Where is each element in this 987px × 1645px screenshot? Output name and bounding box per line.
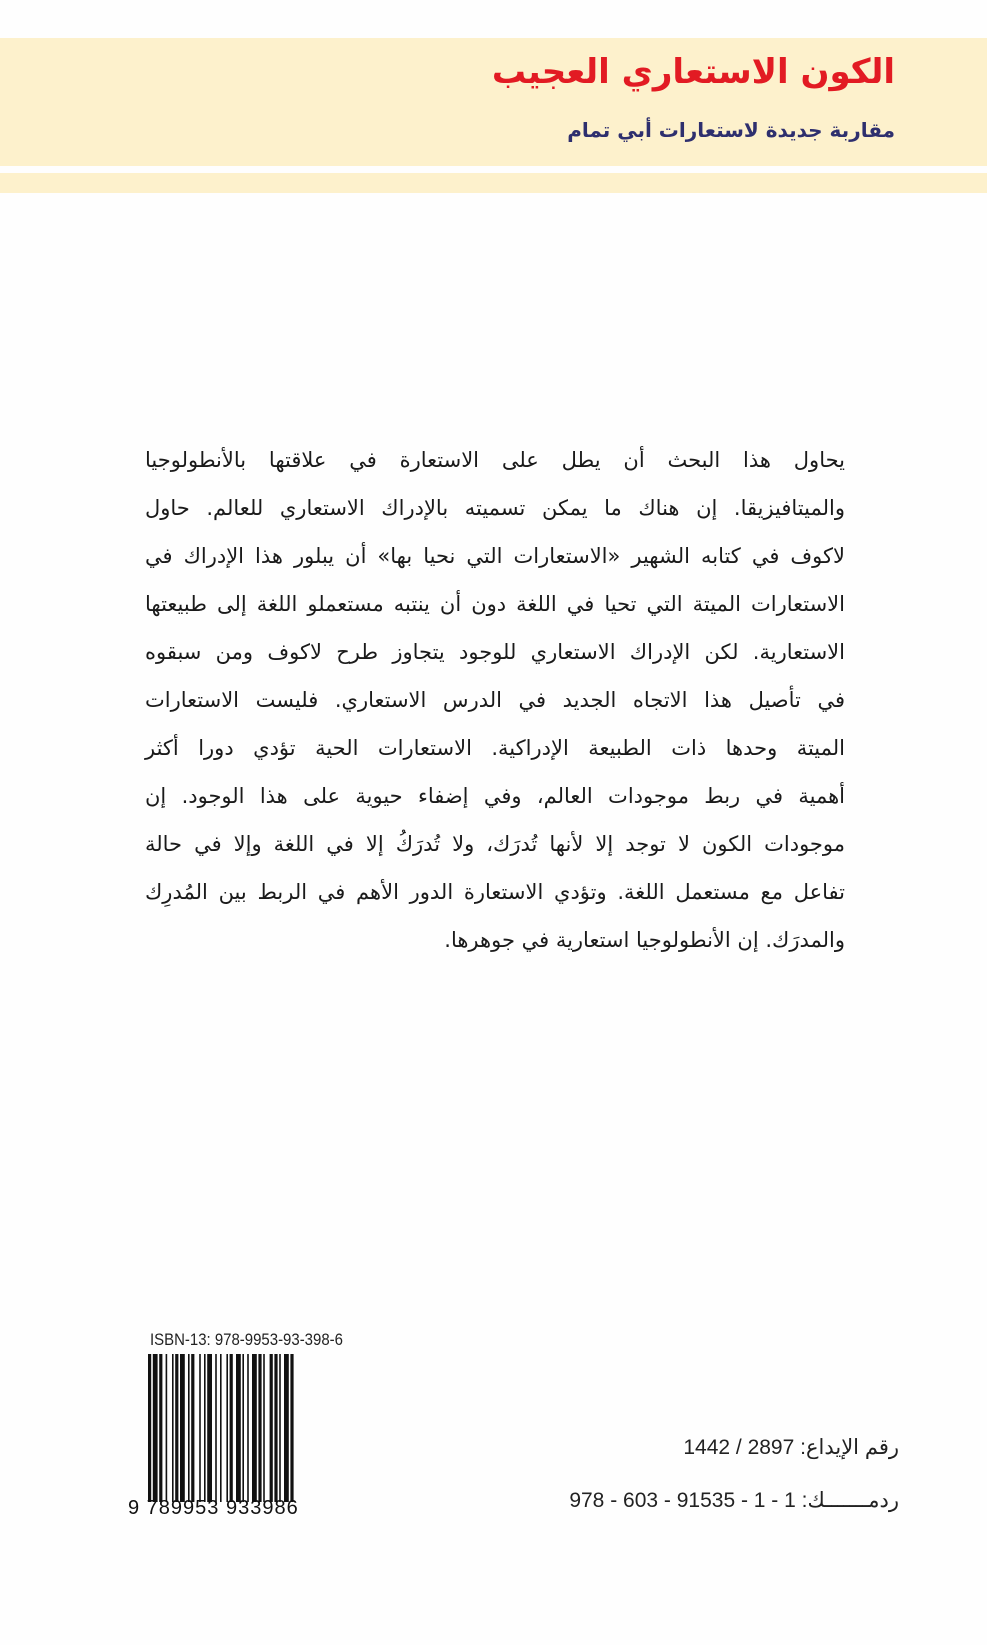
barcode-bar <box>274 1354 277 1502</box>
barcode-bar <box>191 1354 194 1502</box>
blurb-line: والمدرَك. إن الأنطولوجيا استعارية في جوهرها. <box>444 928 845 952</box>
blurb-line: الميتة وحدها ذات الطبيعة الإدراكية. الاستعارات الحية تؤدي دورا أكثر <box>145 736 845 760</box>
barcode-digits: 9 789953 933986 <box>128 1497 299 1519</box>
blurb-line: لاكوف في كتابه الشهير «الاستعارات التي نحيا بها» أن يبلور هذا الإدراك في <box>145 544 845 568</box>
blurb-line: الاستعارات الميتة التي تحيا في اللغة دون أن ينتبه مستعملو اللغة إلى طبيعتها <box>145 592 845 616</box>
barcode-bar <box>279 1354 281 1502</box>
barcode-bar <box>159 1354 162 1502</box>
book-subtitle: مقاربة جديدة لاستعارات أبي تمام <box>567 118 895 142</box>
barcode-bar <box>172 1354 174 1502</box>
barcode-bar <box>148 1354 151 1502</box>
barcode-bar <box>242 1354 244 1502</box>
deposit-label: رقم الإيداع: <box>800 1436 899 1459</box>
blurb-line: موجودات الكون لا توجد إلا لأنها تُدرَك، ولا تُدرَكُ إلا في اللغة وإلا في حالة <box>145 832 845 856</box>
barcode-bar <box>180 1354 185 1502</box>
barcode-bar <box>247 1354 249 1502</box>
barcode-bar <box>188 1354 190 1502</box>
barcode-bar <box>215 1354 217 1502</box>
barcode-bar <box>226 1354 228 1502</box>
isbn-arabic <box>569 1488 899 1513</box>
blurb-line: يحاول هذا البحث أن يطل على الاستعارة في علاقتها بالأنطولوجيا <box>145 448 845 472</box>
barcode-image <box>148 1354 386 1502</box>
isbn-ar-value: 978 - 603 - 91535 - 1 - 1 <box>569 1489 796 1512</box>
barcode-bar <box>175 1354 178 1502</box>
barcode-bar <box>153 1354 158 1502</box>
barcode-bar <box>204 1354 206 1502</box>
blurb-line: الاستعارية. لكن الإدراك الاستعاري للوجود يتجاوز طرح لاكوف ومن سبقوه <box>145 640 845 664</box>
barcode-bar <box>166 1354 168 1502</box>
barcode-bar <box>290 1354 293 1502</box>
legal-deposit <box>683 1435 899 1460</box>
isbn-ar-label: ردمـــــــك: <box>801 1489 899 1512</box>
barcode-bar <box>220 1354 222 1502</box>
barcode-bar <box>252 1354 257 1502</box>
blurb-line: تفاعل مع مستعمل اللغة. وتؤدي الاستعارة الدور الأهم في الربط بين المُدرِك <box>145 880 845 904</box>
blurb-line: والميتافيزيقا. إن هناك ما يمكن تسميته بالإدراك الاستعاري للعالم. حاول <box>145 496 845 520</box>
barcode-bar <box>236 1354 241 1502</box>
barcode-bar <box>284 1354 289 1502</box>
book-title: الكون الاستعاري العجيب <box>491 52 895 92</box>
barcode-bar <box>270 1354 273 1502</box>
barcode-bar <box>263 1354 265 1502</box>
blurb-line: أهمية في ربط موجودات العالم، وفي إضفاء حيوية على هذا الوجود. إن <box>145 784 845 808</box>
barcode-bar <box>199 1354 201 1502</box>
header-strip <box>0 173 987 193</box>
barcode-bar <box>230 1354 233 1502</box>
barcode-bar <box>258 1354 261 1502</box>
barcode-bar <box>207 1354 212 1502</box>
isbn-label: ISBN-13: 978-9953-93-398-6 <box>150 1330 343 1349</box>
blurb <box>145 436 845 964</box>
blurb-line: في تأصيل هذا الاتجاه الجديد في الدرس الاستعاري. فليست الاستعارات <box>145 688 845 712</box>
deposit-value: 1442 / 2897 <box>683 1436 795 1459</box>
